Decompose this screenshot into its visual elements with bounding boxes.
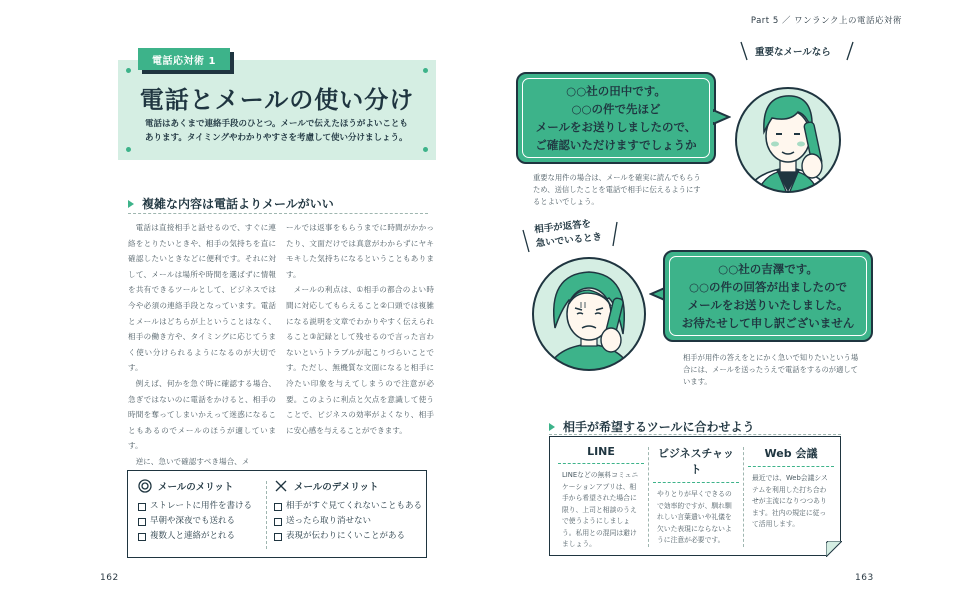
- caption-1: 重要な用件の場合は、メールを確実に読んでもらうため、送信したことを電話で相手に伝えるようにするとよいでしょう。: [533, 173, 701, 206]
- merit-item: [138, 499, 273, 514]
- speech-bubble-2: [663, 250, 873, 342]
- demerit-item-text: 表現が伝わりにくいことがある: [286, 531, 406, 541]
- tool-name: Web 会議: [748, 445, 834, 467]
- section-rule: [549, 434, 841, 435]
- bubble-line: メールをお送りいたしました。: [687, 298, 849, 312]
- body-column-1: [128, 220, 276, 470]
- double-circle-icon: [138, 479, 152, 493]
- running-head: Part 5 ／ ワンランク上の電話応対術: [750, 16, 902, 26]
- merit-title-text: メールのメリット: [158, 482, 234, 493]
- bubble-line: メールをお送りしましたので、: [535, 120, 697, 134]
- bubble-line: お待たせして申し訳ございません: [681, 316, 855, 330]
- paragraph: メールの利点は、①相手の都合のよい時間に対応してもらえること②口頭では複雑になる説明を文章でわかりやすく伝えられること③記録として残せるので言った言わないというトラブルが起こりづらいことです。ただし、無機質な文面になると相手に冷たい印象を与えてしまうので注意が必要。このように利点と欠点を意識して使うことで、ビジネスの効率がよくなり、相手に安心感を与えることができます。: [286, 285, 434, 435]
- merit-item: [138, 514, 273, 529]
- merit-item-text: ストレートに用件を書ける: [150, 501, 253, 511]
- tool-description: LINEなどの無料コミュニケーションアプリは、相手から希望された場合に限り、上司と相談のうえで使うようにしましょう。私用との混同は避けましょう。: [562, 471, 639, 548]
- divider: [266, 481, 267, 549]
- demerit-column: [274, 479, 424, 544]
- label-important: 重要なメールなら: [755, 47, 831, 58]
- woman-avatar: [525, 250, 655, 380]
- tool-description: やりとりが早くできるので効率的ですが、馴れ馴れしい言葉遣いや礼儀を欠いた表現にならないように注意が必要です。: [657, 490, 732, 544]
- section-heading-text: 複雑な内容は電話よりメールがいい: [142, 197, 334, 211]
- merit-item-text: 複数人と連絡がとれる: [150, 531, 236, 541]
- demerit-title: [274, 479, 424, 493]
- merit-item: [138, 529, 273, 544]
- section-heading: [128, 195, 334, 212]
- tool-column: [558, 445, 644, 551]
- demerit-item-text: 相手がすぐ見てくれないこともある: [286, 501, 423, 511]
- caption-2: 相手が用件の答えをとにかく急いで知りたいという場合には、メールを送ったうえで電話をするのが適しています。: [683, 353, 859, 386]
- speech-bubble-1: [516, 72, 716, 164]
- section-heading-text: 相手が希望するツールに合わせよう: [563, 420, 755, 434]
- checkbox-icon: [138, 503, 146, 511]
- tool-column: [748, 445, 834, 531]
- cross-icon: [274, 479, 288, 493]
- corner-dot: [423, 68, 428, 73]
- paragraph: ールでは返事をもらうまでに時間がかかったり、文面だけでは真意がわからずにヤキモキした気持ちになるということもあります。: [286, 223, 434, 279]
- corner-dot: [423, 147, 428, 152]
- corner-dot: [126, 147, 131, 152]
- checkbox-icon: [274, 518, 282, 526]
- page-number: 162: [100, 573, 119, 583]
- demerit-title-text: メールのデメリット: [294, 482, 379, 493]
- folded-corner: [826, 541, 842, 557]
- merit-item-text: 早朝や深夜でも送れる: [150, 516, 236, 526]
- bubble-line: ○○社の吉澤です。: [718, 262, 818, 276]
- bubble-line: ○○の件で先ほど: [571, 102, 661, 116]
- demerit-item: [274, 529, 424, 544]
- body-column-2: [286, 220, 434, 438]
- checkbox-icon: [274, 503, 282, 511]
- triangle-icon: [549, 423, 555, 431]
- checkbox-icon: [138, 518, 146, 526]
- checkbox-icon: [138, 533, 146, 541]
- demerit-item: [274, 499, 424, 514]
- bubble-line: ○○社の田中です。: [566, 84, 666, 98]
- tool-description: 最近では、Web会議システムを利用した打ち合わせが主流になりつつあります。社内の規定に従って活用します。: [752, 474, 828, 528]
- merit-column: [138, 479, 273, 544]
- divider: [648, 447, 649, 547]
- merit-box: [127, 470, 427, 558]
- paragraph: 逆に、急いで確認すべき場合、メ: [135, 456, 250, 466]
- lead-text: 電話はあくまで連絡手段のひとつ。メールで伝えたほうがよいこともあります。タイミングやわかりやすさを考慮して使い分けましょう。: [145, 119, 408, 143]
- section-tag: 電話応対術 1: [138, 48, 230, 70]
- label-hurry-line-1: 相手が返答を: [533, 218, 592, 236]
- tool-column: [653, 445, 739, 547]
- corner-dot: [126, 68, 131, 73]
- divider: [743, 447, 744, 547]
- triangle-icon: [128, 200, 134, 208]
- label-hurry-line-2: 急いでいるとき: [535, 231, 603, 250]
- businessman-avatar: [728, 68, 848, 208]
- bubble-line: ご確認いただけますでしょうか: [535, 138, 697, 152]
- demerit-item: [274, 514, 424, 529]
- bubble-text: [665, 252, 871, 332]
- tool-comparison-box: [549, 436, 841, 556]
- tool-name: LINE: [558, 445, 644, 464]
- page-title: 電話とメールの使い分け: [139, 86, 415, 114]
- bubble-text: [518, 74, 714, 154]
- section-heading: [549, 418, 755, 435]
- checkbox-icon: [274, 533, 282, 541]
- paragraph: 電話は直接相手と話せるので、すぐに連絡をとりたいときや、相手の気持ちを直に確認したいときなどに便利です。それに対して、メールは場所や時間を選ばずに情報を共有できるツールとして、ビジネスでは今や必須の連絡手段となっています。電話とメールはどちらが上ということはなく、相手の働き方や、タイミングに応じてうまく使い分けられるようになるのが大切です。: [128, 223, 276, 373]
- demerit-item-text: 送ったら取り消せない: [286, 516, 372, 526]
- tool-name: ビジネスチャット: [653, 445, 739, 483]
- merit-title: [138, 479, 273, 493]
- paragraph: 例えば、何かを急ぐ時に確認する場合、急ぎではないのに電話をかけると、相手の時間を奪ってしまいかえって迷惑になることもあるのでメールのほうが適しています。: [128, 378, 276, 451]
- page-number: 163: [855, 573, 874, 583]
- section-rule: [128, 213, 428, 214]
- bubble-line: ○○の件の回答が出ましたので: [688, 280, 848, 294]
